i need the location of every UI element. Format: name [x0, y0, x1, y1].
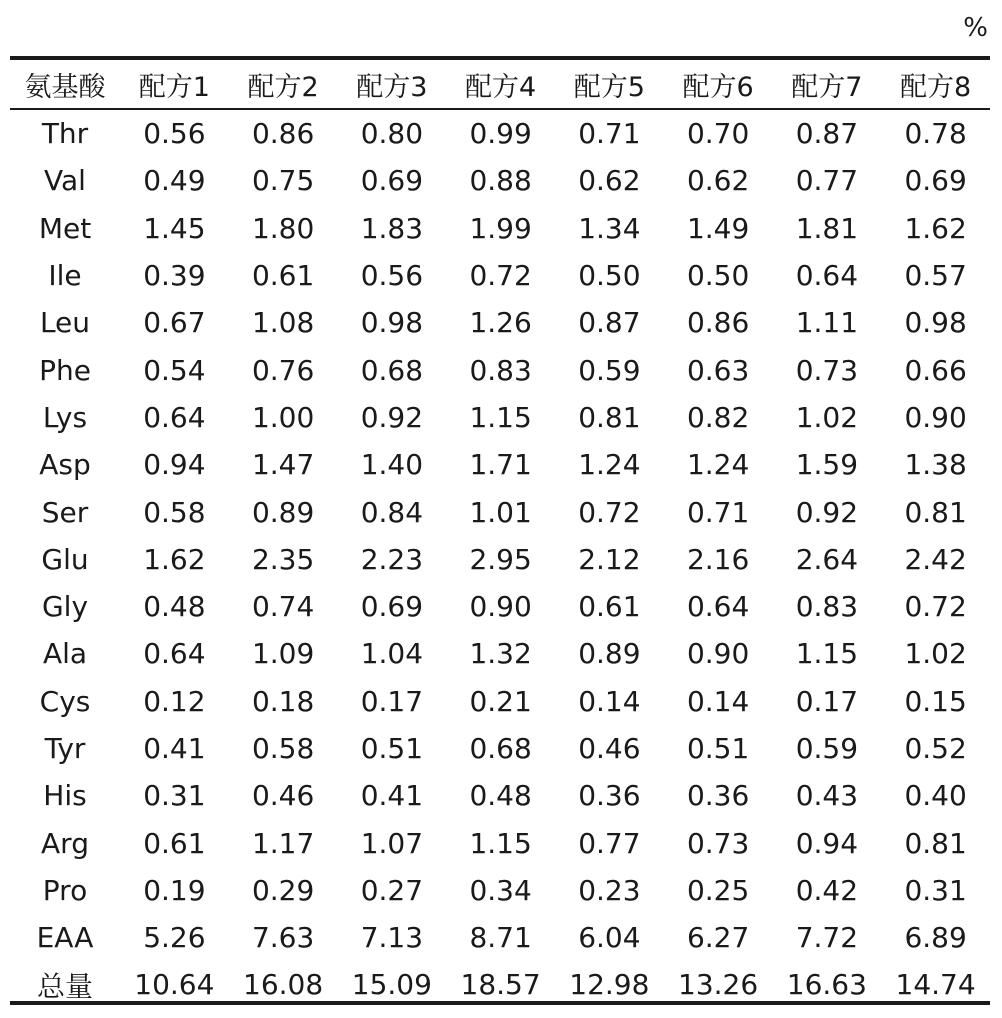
- table-row: [10, 961, 990, 1008]
- table-cell: 0.14: [578, 684, 641, 718]
- table-cell: 0.57: [904, 259, 967, 293]
- table-cell: 0.89: [578, 637, 641, 671]
- table-cell: 0.12: [143, 684, 206, 718]
- table-cell: 0.48: [469, 779, 532, 813]
- table-cell: 0.81: [904, 826, 967, 860]
- table-cell: 0.61: [251, 259, 315, 293]
- table-cell: 6.04: [578, 921, 641, 955]
- table-cell: 0.73: [795, 353, 859, 387]
- table-cell: 2.64: [795, 542, 859, 576]
- table-cell: 0.40: [904, 779, 967, 813]
- table-cell: 0.31: [143, 779, 206, 813]
- table-header-row: [10, 60, 990, 108]
- column-header-formula-4: 配方4: [465, 71, 537, 103]
- table-cell: 0.84: [360, 495, 424, 529]
- table-cell: 1.32: [469, 637, 532, 671]
- table-cell: 0.72: [578, 495, 641, 529]
- table-cell: 1.45: [143, 211, 206, 245]
- table-cell: 0.17: [795, 684, 859, 718]
- table-row: [10, 252, 990, 299]
- table-cell: 0.94: [795, 826, 859, 860]
- table-cell: 0.48: [143, 590, 206, 624]
- row-label: Ile: [48, 259, 82, 293]
- table-cell: 0.68: [360, 353, 424, 387]
- table-cell: 1.81: [795, 211, 859, 245]
- table-cell: 0.83: [469, 353, 532, 387]
- table-cell: 1.15: [469, 400, 532, 434]
- table-cell: 1.01: [469, 495, 532, 529]
- table-row: [10, 157, 990, 204]
- table-cell: 5.26: [143, 921, 206, 955]
- row-label: EAA: [36, 921, 94, 955]
- column-header-formula-8: 配方8: [900, 71, 972, 103]
- table-row: [10, 394, 990, 441]
- row-label: Gly: [41, 590, 89, 624]
- row-label: Leu: [39, 306, 91, 340]
- table-cell: 0.98: [904, 306, 967, 340]
- table-cell: 0.52: [904, 732, 967, 765]
- table-cell: 0.31: [904, 873, 967, 907]
- table-cell: 1.59: [795, 448, 859, 482]
- table-row: [10, 488, 990, 535]
- table-cell: 1.38: [904, 448, 967, 482]
- table-cell: 0.87: [578, 306, 641, 340]
- table-cell: 0.27: [360, 873, 424, 907]
- table-cell: 1.04: [360, 637, 424, 671]
- table-cell: 2.95: [469, 542, 532, 576]
- table-cell: 0.63: [686, 353, 750, 387]
- table-cell: 0.15: [904, 684, 967, 718]
- table-cell: 1.71: [469, 448, 532, 482]
- table-row: [10, 441, 990, 488]
- amino-acid-table: [10, 60, 990, 1009]
- row-label: Asp: [39, 448, 91, 482]
- table-row: [10, 772, 990, 819]
- row-label: His: [43, 779, 87, 813]
- table-cell: 0.82: [686, 400, 750, 434]
- row-label: Lys: [42, 400, 88, 434]
- table-cell: 0.92: [795, 495, 859, 529]
- column-header-amino-acid: 氨基酸: [24, 71, 106, 103]
- row-label: Pro: [42, 873, 88, 907]
- table-cell: 0.42: [795, 873, 859, 907]
- table-cell: 0.74: [251, 590, 315, 624]
- table-cell: 0.62: [578, 164, 641, 198]
- table-cell: 0.70: [686, 117, 750, 151]
- table-cell: 0.17: [360, 684, 424, 718]
- table-cell: 0.90: [686, 637, 750, 671]
- table-cell: 1.83: [360, 211, 424, 245]
- table-cell: 0.61: [143, 826, 206, 860]
- table-cell: 0.34: [469, 873, 532, 907]
- table-cell: 1.34: [578, 211, 641, 245]
- table-cell: 16.63: [786, 968, 867, 1002]
- table-row: [10, 299, 990, 346]
- table-cell: 1.49: [686, 211, 750, 245]
- row-label: Glu: [41, 542, 89, 576]
- table-cell: 1.62: [143, 542, 206, 576]
- table-cell: 0.67: [143, 306, 206, 340]
- table-cell: 1.09: [251, 637, 315, 671]
- table-cell: 0.87: [795, 117, 859, 151]
- table-cell: 0.50: [578, 259, 641, 293]
- table-cell: 0.73: [686, 826, 750, 860]
- table-cell: 1.02: [795, 400, 859, 434]
- table-row: [10, 346, 990, 393]
- table-cell: 0.94: [143, 448, 206, 482]
- table-cell: 2.23: [360, 542, 424, 576]
- row-label: Ala: [42, 637, 88, 671]
- table-cell: 0.61: [578, 590, 641, 624]
- table-cell: 0.64: [143, 400, 206, 434]
- row-label: Ser: [41, 495, 89, 529]
- table-cell: 1.15: [469, 826, 532, 860]
- table-cell: 0.54: [143, 353, 206, 387]
- column-header-formula-5: 配方5: [573, 71, 645, 103]
- table-row: [10, 678, 990, 725]
- table-cell: 0.72: [904, 590, 967, 624]
- table-cell: 1.47: [251, 448, 315, 482]
- table-cell: 0.90: [469, 590, 532, 624]
- table-row: [10, 583, 990, 630]
- table-cell: 0.18: [251, 684, 315, 718]
- row-label: Cys: [39, 684, 91, 718]
- table-cell: 1.00: [251, 400, 315, 434]
- table-cell: 12.98: [569, 968, 650, 1002]
- table-cell: 0.64: [686, 590, 750, 624]
- table-cell: 0.69: [360, 590, 424, 624]
- table-cell: 0.76: [251, 353, 315, 387]
- table-cell: 0.41: [360, 779, 424, 813]
- table-cell: 13.26: [678, 968, 759, 1002]
- table-cell: 0.81: [578, 400, 641, 434]
- table-cell: 0.58: [143, 495, 206, 529]
- table-cell: 1.08: [251, 306, 315, 340]
- table-cell: 1.99: [469, 211, 532, 245]
- table-cell: 0.98: [360, 306, 424, 340]
- table-cell: 2.42: [904, 542, 967, 576]
- table-cell: 14.74: [895, 968, 976, 1002]
- table-cell: 0.50: [686, 259, 750, 293]
- table-cell: 0.36: [578, 779, 641, 813]
- table-cell: 0.75: [251, 164, 315, 198]
- table-cell: 1.07: [360, 826, 424, 860]
- row-label: Tyr: [44, 732, 86, 765]
- table-cell: 0.86: [251, 117, 315, 151]
- table-cell: 0.90: [904, 400, 967, 434]
- table-row: [10, 914, 990, 961]
- table-cell: 0.59: [795, 732, 859, 765]
- table-cell: 1.15: [795, 637, 859, 671]
- row-label: 总量: [36, 969, 93, 1003]
- table-cell: 0.21: [469, 684, 532, 718]
- table-cell: 0.43: [795, 779, 859, 813]
- table-cell: 1.62: [904, 211, 967, 245]
- table-cell: 0.14: [686, 684, 750, 718]
- table-cell: 0.62: [686, 164, 750, 198]
- row-label: Thr: [41, 117, 89, 151]
- table-row: [10, 630, 990, 677]
- table-cell: 0.56: [360, 259, 424, 293]
- table-cell: 0.81: [904, 495, 967, 529]
- unit-label: %: [963, 13, 988, 43]
- table-cell: 0.41: [143, 732, 206, 765]
- table-cell: 0.83: [795, 590, 859, 624]
- table-cell: 1.17: [251, 826, 315, 860]
- table-cell: 0.49: [143, 164, 206, 198]
- table-cell: 1.24: [578, 448, 641, 482]
- table-cell: 0.92: [360, 400, 424, 434]
- table-row: [10, 536, 990, 583]
- column-header-formula-2: 配方2: [247, 71, 319, 103]
- table-cell: 0.80: [360, 117, 424, 151]
- table-cell: 0.72: [469, 259, 532, 293]
- table-cell: 0.66: [904, 353, 967, 387]
- table-cell: 2.35: [251, 542, 315, 576]
- row-label: Arg: [41, 826, 89, 860]
- column-header-formula-3: 配方3: [356, 71, 428, 103]
- table-cell: 8.71: [469, 921, 532, 955]
- row-label: Phe: [39, 353, 91, 387]
- table-cell: 1.80: [251, 211, 315, 245]
- table-cell: 18.57: [460, 968, 541, 1002]
- table-cell: 0.59: [578, 353, 641, 387]
- table-cell: 1.11: [795, 306, 859, 340]
- table-cell: 0.68: [469, 732, 532, 765]
- table-cell: 0.69: [904, 164, 967, 198]
- table-cell: 0.58: [251, 732, 315, 765]
- table-cell: 6.89: [904, 921, 967, 955]
- table-cell: 7.13: [360, 921, 424, 955]
- table-cell: 16.08: [243, 968, 324, 1002]
- table-cell: 0.36: [686, 779, 750, 813]
- table-cell: 6.27: [686, 921, 750, 955]
- table-cell: 0.56: [143, 117, 206, 151]
- table-row: [10, 819, 990, 866]
- column-header-formula-1: 配方1: [138, 71, 210, 103]
- table-cell: 1.26: [469, 306, 532, 340]
- table-row: [10, 108, 990, 157]
- table-cell: 0.78: [904, 117, 967, 151]
- table-cell: 0.77: [795, 164, 859, 198]
- table-row: [10, 205, 990, 252]
- table-cell: 0.51: [686, 732, 750, 765]
- table-cell: 15.09: [351, 968, 432, 1002]
- table-cell: 0.39: [143, 259, 206, 293]
- table-cell: 0.51: [360, 732, 424, 765]
- table-cell: 0.46: [251, 779, 315, 813]
- table-cell: 0.69: [360, 164, 424, 198]
- table-cell: 0.64: [795, 259, 859, 293]
- table-cell: 1.40: [360, 448, 424, 482]
- row-label: Val: [44, 164, 86, 198]
- table-cell: 2.12: [578, 542, 641, 576]
- table-cell: 1.24: [686, 448, 750, 482]
- table-cell: 0.71: [686, 495, 750, 529]
- table-cell: 0.89: [251, 495, 315, 529]
- table-cell: 2.16: [686, 542, 750, 576]
- table-cell: 0.64: [143, 637, 206, 671]
- table-row: [10, 725, 990, 772]
- table-cell: 0.25: [686, 873, 750, 907]
- table-cell: 0.46: [578, 732, 641, 765]
- table-cell: 0.23: [578, 873, 641, 907]
- row-label: Met: [38, 211, 92, 245]
- table-row: [10, 867, 990, 914]
- table-cell: 0.77: [578, 826, 641, 860]
- column-header-formula-6: 配方6: [682, 71, 754, 103]
- table-cell: 0.99: [469, 117, 532, 151]
- column-header-formula-7: 配方7: [791, 71, 863, 103]
- table-cell: 0.29: [251, 873, 315, 907]
- table-body: [10, 108, 990, 1009]
- table-cell: 7.63: [251, 921, 315, 955]
- table-cell: 0.19: [143, 873, 206, 907]
- table-cell: 0.71: [578, 117, 641, 151]
- table-cell: 1.02: [904, 637, 967, 671]
- table-cell: 0.88: [469, 164, 532, 198]
- table-cell: 7.72: [795, 921, 859, 955]
- table-cell: 10.64: [134, 968, 215, 1002]
- table-cell: 0.86: [686, 306, 750, 340]
